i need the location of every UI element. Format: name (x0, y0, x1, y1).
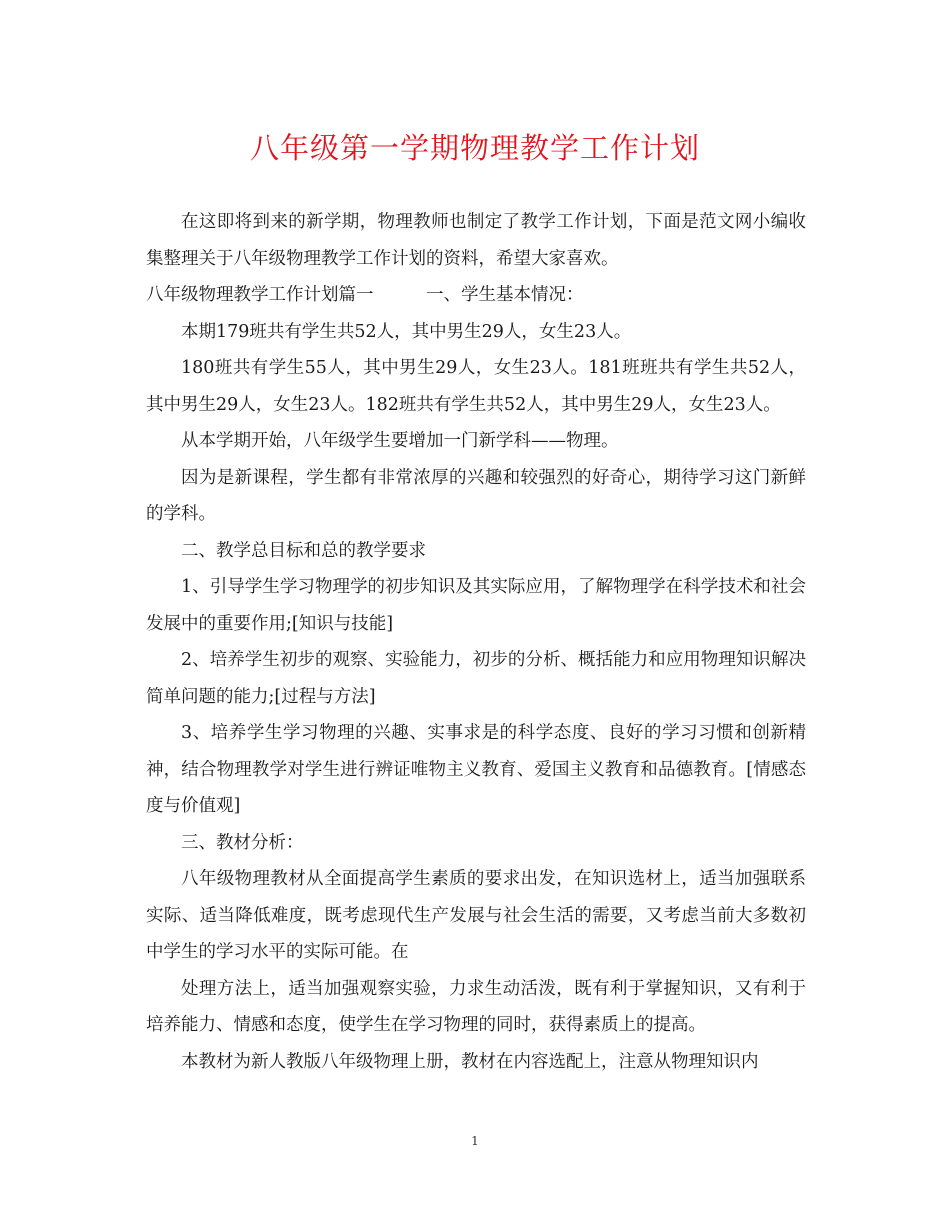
paragraph-new-subject: 从本学期开始，八年级学生要增加一门新学科——物理。 (181, 431, 619, 451)
paragraph-interest: 因为是新课程，学生都有非常浓厚的兴趣和较强烈的好奇心，期待学习这门新鲜的学科。 (146, 467, 806, 524)
paragraph-goal-1: 1、引导学生学习物理学的初步知识及其实际应用，了解物理学在科学技术和社会发展中的重要作用;[知识与技能] (146, 577, 806, 634)
page-number: 1 (471, 1134, 479, 1148)
paragraph-heading-goals: 二、教学总目标和总的教学要求 (181, 540, 426, 561)
paragraph-section-heading: 八年级物理教学工作计划篇一 一、学生基本情况： (146, 285, 584, 305)
document-title: 八年级第一学期物理教学工作计划 (249, 131, 700, 165)
paragraph-class-179: 本期179班共有学生共52人，其中男生29人，女生23人。 (181, 321, 632, 342)
paragraph-textbook-1: 八年级物理教材从全面提高学生素质的要求出发，在知识选材上，适当加强联系实际、适当降低难度，既考虑现代生产发展与社会生活的需要，又考虑当前大多数初中学生的学习水平的实际可能。在 (146, 869, 806, 962)
paragraph-textbook-2: 处理方法上，适当加强观察实验，力求生动活泼，既有利于掌握知识，又有利于培养能力、情感和态度，使学生在学习物理的同时，获得素质上的提高。 (146, 978, 806, 1035)
paragraph-intro: 在这即将到来的新学期，物理教师也制定了教学工作计划，下面是范文网小编收集整理关于八年级物理教学工作计划的资料，希望大家喜欢。 (146, 212, 806, 269)
paragraph-goal-2: 2、培养学生初步的观察、实验能力，初步的分析、概括能力和应用物理知识解决简单问题的能力;[过程与方法] (146, 650, 806, 707)
paragraph-classes-180-182: 180班共有学生55人，其中男生29人，女生23人。181班班共有学生共52人，其中男生29人，女生23人。182班共有学生共52人，其中男生29人，女生23人。 (146, 358, 806, 415)
paragraph-heading-textbook: 三、教材分析： (181, 832, 304, 853)
document-body (146, 204, 806, 1080)
paragraph-goal-3: 3、培养学生学习物理的兴趣、实事求是的科学态度、良好的学习习惯和创新精神，结合物理教学对学生进行辨证唯物主义教育、爱国主义教育和品德教育。[情感态度与价值观] (146, 723, 806, 816)
paragraph-textbook-3: 本教材为新人教版八年级物理上册，教材在内容选配上，注意从物理知识内 (181, 1051, 759, 1072)
